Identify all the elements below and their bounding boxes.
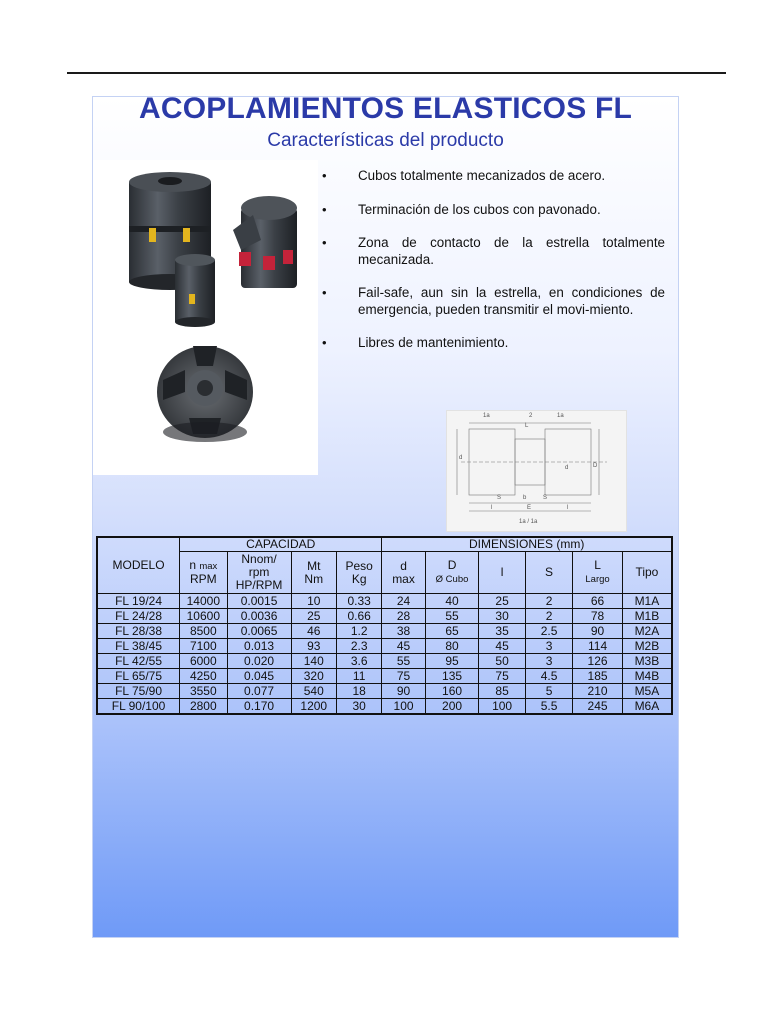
product-photo (93, 160, 318, 475)
table-cell: FL 24/28 (97, 609, 180, 624)
table-cell: 4.5 (525, 669, 572, 684)
table-cell: 100 (479, 699, 525, 715)
table-cell: 78 (573, 609, 623, 624)
table-cell: 45 (479, 639, 525, 654)
column-header-d: d max (382, 552, 425, 594)
column-header-model: MODELO (97, 537, 180, 594)
coupling-illustration (93, 160, 318, 475)
table-cell: FL 90/100 (97, 699, 180, 715)
table-cell: M4B (622, 669, 672, 684)
table-cell: M5A (622, 684, 672, 699)
table-cell: M6A (622, 699, 672, 715)
table-cell: 80 (425, 639, 479, 654)
diagram-label: l (567, 505, 569, 511)
column-header-mt: Mt Nm (291, 552, 336, 594)
specifications-table (96, 536, 673, 715)
table-cell: 3.6 (336, 654, 381, 669)
table-cell: 85 (479, 684, 525, 699)
table-cell: M2B (622, 639, 672, 654)
diagram-label: d (565, 465, 569, 471)
table-cell: 40 (425, 594, 479, 609)
feature-item: • Fail-safe, aun sin la estrella, en condiciones de emergencia, pueden transmitir el movi-miento. (322, 285, 665, 317)
table-cell: 0.66 (336, 609, 381, 624)
feature-list (320, 168, 665, 369)
table-cell: 320 (291, 669, 336, 684)
table-cell: 200 (425, 699, 479, 715)
bullet-icon: • (322, 201, 327, 217)
table-cell: 5 (525, 684, 572, 699)
table-cell: 30 (336, 699, 381, 715)
table-cell: 0.0036 (227, 609, 291, 624)
table-cell: 2800 (180, 699, 227, 715)
table-cell: 1200 (291, 699, 336, 715)
table-cell: FL 38/45 (97, 639, 180, 654)
table-cell: 75 (382, 669, 425, 684)
table-cell: FL 42/55 (97, 654, 180, 669)
table-cell: 55 (425, 609, 479, 624)
table-cell: 0.077 (227, 684, 291, 699)
table-cell: 1.2 (336, 624, 381, 639)
table-cell: M1B (622, 609, 672, 624)
table-row (97, 684, 672, 699)
feature-item: • Terminación de los cubos con pavonado. (322, 201, 601, 217)
table-cell: 5.5 (525, 699, 572, 715)
table-cell: 135 (425, 669, 479, 684)
table-row (97, 624, 672, 639)
table-cell: 93 (291, 639, 336, 654)
table-cell: 0.170 (227, 699, 291, 715)
diagram-label: S (543, 495, 548, 501)
table-cell: 90 (573, 624, 623, 639)
table-cell: 100 (382, 699, 425, 715)
bullet-icon: • (322, 235, 327, 250)
table-cell: 0.33 (336, 594, 381, 609)
table-cell: 66 (573, 594, 623, 609)
table-cell: 7100 (180, 639, 227, 654)
table-body (97, 594, 672, 715)
table-cell: M1A (622, 594, 672, 609)
table-row (97, 609, 672, 624)
diagram-label: l (491, 505, 493, 511)
group-header-capacity: CAPACIDAD (180, 537, 382, 552)
table-cell: 25 (291, 609, 336, 624)
diagram-label: 1a / 1a (519, 519, 538, 525)
table-cell: M2A (622, 624, 672, 639)
table-cell: 160 (425, 684, 479, 699)
table-cell: 126 (573, 654, 623, 669)
table-cell: 3 (525, 654, 572, 669)
table-cell: 2.3 (336, 639, 381, 654)
column-header-tipo: Tipo (622, 552, 672, 594)
diagram-label: E (527, 505, 532, 511)
table-cell: 65 (425, 624, 479, 639)
table-cell: 30 (479, 609, 525, 624)
table-cell: 75 (479, 669, 525, 684)
diagram-label: b (523, 495, 527, 501)
table-cell: 0.0015 (227, 594, 291, 609)
column-header-peso: Peso Kg (336, 552, 381, 594)
table-cell: M3B (622, 654, 672, 669)
table-cell: 0.0065 (227, 624, 291, 639)
table-cell: 2.5 (525, 624, 572, 639)
table-row (97, 699, 672, 715)
page-subtitle: Características del producto (267, 130, 504, 151)
table-row (97, 639, 672, 654)
diagram-label: D (593, 463, 598, 469)
table-cell: 2 (525, 609, 572, 624)
table-cell: 3550 (180, 684, 227, 699)
diagram-label: L (525, 423, 529, 429)
table-cell: 540 (291, 684, 336, 699)
table-cell: 90 (382, 684, 425, 699)
table-cell: 28 (382, 609, 425, 624)
table-cell: 45 (382, 639, 425, 654)
bullet-icon: • (322, 335, 327, 350)
table-cell: 0.020 (227, 654, 291, 669)
table-cell: 245 (573, 699, 623, 715)
diagram-label: S (497, 495, 502, 501)
diagram-label: 1a (483, 413, 490, 419)
column-header-l: l (479, 552, 525, 594)
column-header-largo: L Largo (573, 552, 623, 594)
table-cell: 25 (479, 594, 525, 609)
group-header-dimensions: DIMENSIONES (mm) (382, 537, 672, 552)
bullet-icon: • (322, 285, 327, 300)
table-cell: 3 (525, 639, 572, 654)
table-cell: 114 (573, 639, 623, 654)
table-cell: FL 28/38 (97, 624, 180, 639)
table-cell: 24 (382, 594, 425, 609)
table-row (97, 594, 672, 609)
table-cell: 0.045 (227, 669, 291, 684)
table-cell: 50 (479, 654, 525, 669)
table-cell: 18 (336, 684, 381, 699)
diagram-label: 1a (557, 413, 564, 419)
table-row (97, 654, 672, 669)
diagram-label: 2 (529, 413, 533, 419)
column-header-nnom: Nnom/ rpm HP/RPM (227, 552, 291, 594)
table-cell: 11 (336, 669, 381, 684)
table-cell: 95 (425, 654, 479, 669)
table-cell: 210 (573, 684, 623, 699)
feature-item: • Zona de contacto de la estrella totalmente mecanizada. (322, 235, 665, 267)
table-cell: 10600 (180, 609, 227, 624)
table-cell: 38 (382, 624, 425, 639)
table-cell: 8500 (180, 624, 227, 639)
page-title: ACOPLAMIENTOS ELASTICOS FL (139, 92, 632, 125)
bullet-icon: • (322, 168, 327, 183)
table-cell: FL 19/24 (97, 594, 180, 609)
diagram-label: d (459, 455, 463, 461)
table-row (97, 669, 672, 684)
table-cell: 140 (291, 654, 336, 669)
table-cell: 35 (479, 624, 525, 639)
table-cell: 55 (382, 654, 425, 669)
column-header-s: S (525, 552, 572, 594)
table-cell: 14000 (180, 594, 227, 609)
technical-drawing (446, 410, 627, 532)
table-cell: 6000 (180, 654, 227, 669)
feature-item: • Cubos totalmente mecanizados de acero. (322, 168, 606, 183)
feature-item: • Libres de mantenimiento. (322, 335, 509, 350)
table-cell: 4250 (180, 669, 227, 684)
top-rule (67, 72, 726, 74)
column-header-d-cubo: D Ø Cubo (425, 552, 479, 594)
table-cell: 0.013 (227, 639, 291, 654)
table-cell: 10 (291, 594, 336, 609)
table-cell: 2 (525, 594, 572, 609)
table-cell: FL 65/75 (97, 669, 180, 684)
table-cell: FL 75/90 (97, 684, 180, 699)
table-cell: 46 (291, 624, 336, 639)
column-header-nmax: n max RPM (180, 552, 227, 594)
table-cell: 185 (573, 669, 623, 684)
